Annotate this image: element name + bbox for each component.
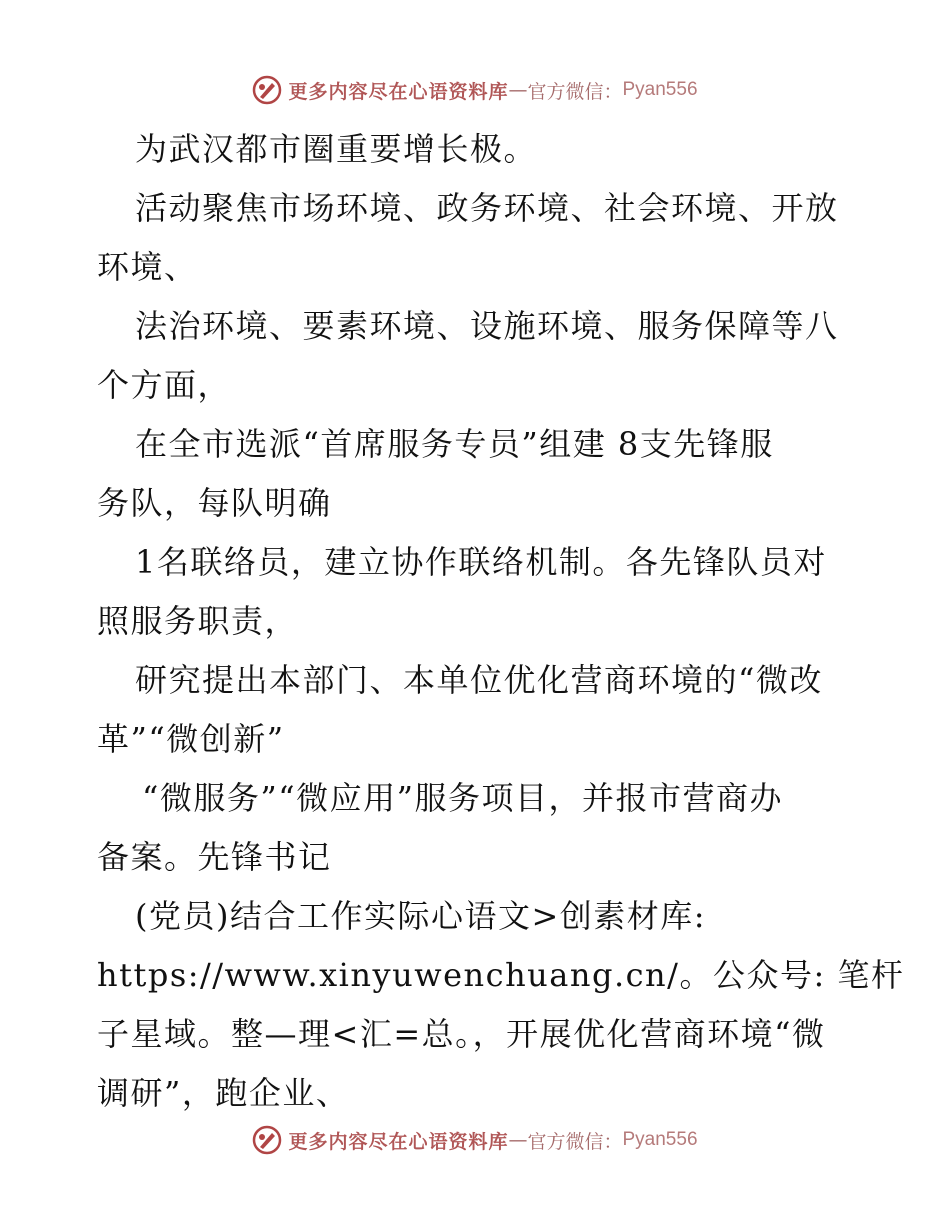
- body-line: 个方面，: [97, 366, 232, 404]
- body-line: 法治环境、要素环境、设施环境、服务保障等八: [135, 307, 839, 345]
- pen-logo-icon: [252, 1125, 282, 1155]
- body-line: 革”“微创新”: [97, 720, 285, 758]
- footer-separator: —: [508, 1129, 528, 1151]
- body-line: 子星域。整—理<汇=总。，开展优化营商环境“微: [97, 1015, 826, 1053]
- footer-brand-text: 更多内容尽在心语资料库: [288, 1130, 509, 1153]
- body-line: 务队，每队明确: [97, 484, 332, 522]
- footer-wechat-label: 官方微信：: [527, 1130, 623, 1153]
- header-wechat-id: Pyan556: [622, 79, 698, 100]
- header-banner: [0, 70, 950, 110]
- body-line: 在全市选派“首席服务专员”组建 8支先锋服: [135, 425, 774, 463]
- header-separator: —: [508, 79, 528, 101]
- body-line: (党员)结合工作实际心语文>创素材库:: [135, 897, 707, 935]
- body-line: 为武汉都市圈重要增长极。: [135, 130, 538, 168]
- body-line: “微服务”“微应用”服务项目，并报市营商办: [142, 779, 783, 817]
- body-line: 照服务职责，: [97, 602, 299, 640]
- header-wechat-label: 官方微信：: [527, 80, 623, 103]
- footer-banner: [0, 1120, 950, 1160]
- body-line: 环境、: [97, 248, 198, 286]
- pen-logo-icon: [252, 75, 282, 105]
- body-line: 调研”，跑企业、: [97, 1074, 350, 1112]
- body-line: 备案。先锋书记: [97, 838, 332, 876]
- body-line: https://www.xinyuwenchuang.cn/。公众号: 笔杆: [97, 956, 905, 994]
- body-line: 活动聚焦市场环境、政务环境、社会环境、开放: [135, 189, 839, 227]
- body-line: 1名联络员，建立协作联络机制。各先锋队员对: [135, 543, 827, 581]
- header-brand-text: 更多内容尽在心语资料库: [288, 80, 509, 103]
- footer-wechat-id: Pyan556: [622, 1129, 698, 1150]
- body-line: 研究提出本部门、本单位优化营商环境的“微改: [135, 661, 823, 699]
- document-body: [97, 120, 905, 1123]
